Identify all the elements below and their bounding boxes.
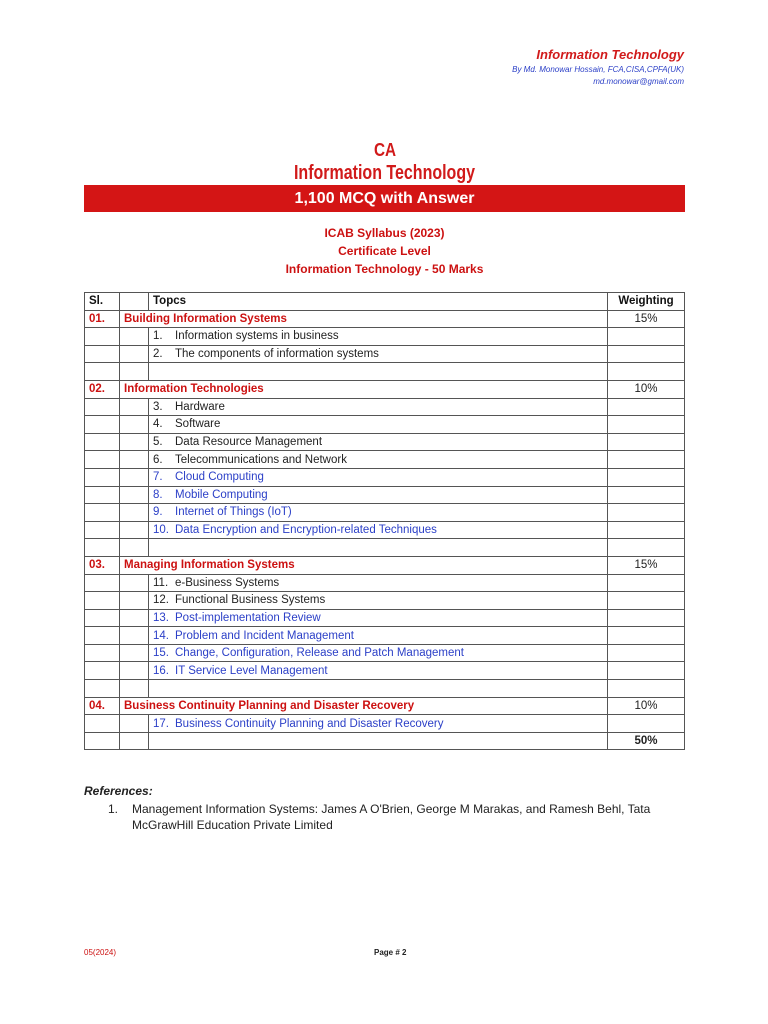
section-row	[85, 310, 685, 328]
topic-number: 3.	[153, 400, 163, 413]
title-line-ca: CA	[373, 140, 396, 160]
sl-cell-empty	[85, 345, 120, 363]
spacer-row	[85, 680, 685, 698]
gap-cell	[120, 363, 149, 381]
reference-number: 1.	[108, 802, 119, 816]
topic-number: 11.	[153, 576, 169, 589]
gap-cell	[120, 592, 149, 610]
weight-cell-empty	[608, 486, 685, 504]
topic-text: Software	[175, 418, 221, 431]
topic-cell-empty	[149, 732, 608, 750]
weight-cell-empty	[608, 328, 685, 346]
table-row	[85, 627, 685, 645]
section-weight: 15%	[608, 310, 685, 328]
topic-cell-empty	[149, 363, 608, 381]
syllabus-line-3: Information Technology - 50 Marks	[285, 262, 484, 276]
table-row	[85, 644, 685, 662]
topic-cell	[149, 345, 608, 363]
spacer-row	[85, 732, 685, 750]
gap-cell	[120, 504, 149, 522]
weight-cell-empty	[608, 345, 685, 363]
references-section	[84, 783, 685, 833]
header-gap	[120, 293, 149, 311]
total-weight: 50%	[608, 732, 685, 750]
sl-cell-empty	[85, 644, 120, 662]
sl-cell-empty	[85, 627, 120, 645]
topic-text: Information systems in business	[175, 330, 339, 343]
sl-cell-empty	[85, 468, 120, 486]
weight-cell-empty	[608, 539, 685, 557]
topic-cell	[149, 328, 608, 346]
table-row	[85, 486, 685, 504]
sl-cell-empty	[85, 504, 120, 522]
gap-cell	[120, 468, 149, 486]
topic-text: Hardware	[175, 400, 225, 413]
section-number: 02.	[85, 380, 120, 398]
topic-number: 10.	[153, 524, 169, 537]
weight-cell-empty	[608, 662, 685, 680]
topic-cell	[149, 504, 608, 522]
topic-number: 7.	[153, 471, 163, 484]
weight-cell-empty	[608, 574, 685, 592]
section-number: 03.	[85, 556, 120, 574]
topic-text: Telecommunications and Network	[175, 453, 347, 466]
weight-cell-empty	[608, 363, 685, 381]
gap-cell	[120, 539, 149, 557]
header-topics: Topcs	[149, 293, 608, 311]
syllabus-line-1: ICAB Syllabus (2023)	[324, 226, 445, 240]
gap-cell	[120, 521, 149, 539]
table-row	[85, 345, 685, 363]
gap-cell	[120, 662, 149, 680]
weight-cell-empty	[608, 644, 685, 662]
sl-cell-empty	[85, 363, 120, 381]
gap-cell	[120, 644, 149, 662]
gap-cell	[120, 732, 149, 750]
topic-number: 17.	[153, 717, 169, 730]
table-row	[85, 451, 685, 469]
reference-text: Management Information Systems: James A O'Brien, George M Marakas, and Ramesh Behl, Tata McGrawHill Education Private Limited	[132, 802, 651, 832]
sl-cell-empty	[85, 715, 120, 733]
section-weight: 10%	[608, 380, 685, 398]
gap-cell	[120, 574, 149, 592]
sl-cell-empty	[85, 451, 120, 469]
footer-page-number: Page # 2	[374, 948, 407, 957]
table-row	[85, 328, 685, 346]
header-sl: Sl.	[85, 293, 120, 311]
topic-cell	[149, 609, 608, 627]
sl-cell-empty	[85, 398, 120, 416]
spacer-row	[85, 539, 685, 557]
topic-text: Change, Configuration, Release and Patch Management	[175, 647, 464, 660]
topic-cell	[149, 715, 608, 733]
weight-cell-empty	[608, 416, 685, 434]
topic-text: Data Encryption and Encryption-related Techniques	[175, 524, 437, 537]
sl-cell-empty	[85, 433, 120, 451]
weight-cell-empty	[608, 468, 685, 486]
topic-cell	[149, 521, 608, 539]
topic-number: 13.	[153, 611, 169, 624]
gap-cell	[120, 416, 149, 434]
topic-text: The components of information systems	[175, 348, 379, 361]
topic-cell	[149, 486, 608, 504]
table-row	[85, 433, 685, 451]
section-number: 01.	[85, 310, 120, 328]
topic-cell	[149, 592, 608, 610]
topic-cell	[149, 574, 608, 592]
topics-table	[84, 292, 685, 750]
table-row	[85, 468, 685, 486]
header-weighting: Weighting	[608, 293, 685, 311]
topic-number: 8.	[153, 488, 163, 501]
topic-cell	[149, 398, 608, 416]
topic-cell	[149, 451, 608, 469]
sl-cell-empty	[85, 662, 120, 680]
weight-cell-empty	[608, 433, 685, 451]
topic-text: Internet of Things (IoT)	[175, 506, 292, 519]
table-row	[85, 398, 685, 416]
gap-cell	[120, 486, 149, 504]
section-weight: 10%	[608, 697, 685, 715]
topic-number: 2.	[153, 348, 163, 361]
topic-number: 6.	[153, 453, 163, 466]
gap-cell	[120, 345, 149, 363]
sl-cell-empty	[85, 328, 120, 346]
gap-cell	[120, 328, 149, 346]
sl-cell-empty	[85, 521, 120, 539]
weight-cell-empty	[608, 715, 685, 733]
section-row	[85, 380, 685, 398]
sl-cell-empty	[85, 416, 120, 434]
section-title: Building Information Systems	[120, 310, 608, 328]
section-title: Information Technologies	[120, 380, 608, 398]
weight-cell-empty	[608, 609, 685, 627]
topic-text: Functional Business Systems	[175, 594, 326, 607]
section-weight: 15%	[608, 556, 685, 574]
syllabus-block	[84, 224, 685, 278]
sl-cell-empty	[85, 539, 120, 557]
topic-cell-empty	[149, 539, 608, 557]
references-heading: References:	[84, 784, 153, 798]
topic-text: IT Service Level Management	[175, 664, 328, 677]
topic-cell	[149, 644, 608, 662]
topic-text: e-Business Systems	[175, 576, 280, 589]
table-row	[85, 715, 685, 733]
topic-number: 14.	[153, 629, 169, 642]
sl-cell-empty	[85, 680, 120, 698]
topic-cell	[149, 627, 608, 645]
gap-cell	[120, 627, 149, 645]
table-row	[85, 416, 685, 434]
weight-cell-empty	[608, 592, 685, 610]
topic-cell-empty	[149, 680, 608, 698]
weight-cell-empty	[608, 521, 685, 539]
table-row	[85, 662, 685, 680]
table-row	[85, 521, 685, 539]
title-banner: 1,100 MCQ with Answer	[84, 185, 685, 212]
topic-number: 5.	[153, 436, 163, 449]
table-header-row	[85, 293, 685, 311]
section-number: 04.	[85, 697, 120, 715]
topic-number: 16.	[153, 664, 169, 677]
weight-cell-empty	[608, 451, 685, 469]
table-row	[85, 609, 685, 627]
sl-cell-empty	[85, 592, 120, 610]
table-row	[85, 592, 685, 610]
topic-text: Mobile Computing	[175, 488, 268, 501]
topic-cell	[149, 662, 608, 680]
topic-number: 12.	[153, 594, 169, 607]
section-title: Managing Information Systems	[120, 556, 608, 574]
topic-text: Data Resource Management	[175, 436, 323, 449]
section-row	[85, 697, 685, 715]
topic-number: 15.	[153, 647, 169, 660]
topic-text: Problem and Incident Management	[175, 629, 354, 642]
topic-text: Business Continuity Planning and Disaster Recovery	[175, 717, 444, 730]
spacer-row	[85, 363, 685, 381]
gap-cell	[120, 609, 149, 627]
table-row	[85, 504, 685, 522]
topic-cell	[149, 468, 608, 486]
topic-number: 1.	[153, 330, 163, 343]
topic-cell	[149, 416, 608, 434]
weight-cell-empty	[608, 504, 685, 522]
section-title: Business Continuity Planning and Disaster Recovery	[120, 697, 608, 715]
title-line-it: Information Technology	[293, 162, 476, 184]
syllabus-line-2: Certificate Level	[338, 244, 431, 258]
document-title	[84, 140, 685, 185]
sl-cell-empty	[85, 732, 120, 750]
section-row	[85, 556, 685, 574]
page-header	[512, 46, 684, 88]
header-title: Information Technology	[536, 47, 684, 62]
table-row	[85, 574, 685, 592]
weight-cell-empty	[608, 627, 685, 645]
reference-item	[84, 801, 685, 833]
gap-cell	[120, 715, 149, 733]
sl-cell-empty	[85, 486, 120, 504]
gap-cell	[120, 451, 149, 469]
gap-cell	[120, 433, 149, 451]
header-email: md.monowar@gmail.com	[593, 77, 684, 86]
topic-cell	[149, 433, 608, 451]
weight-cell-empty	[608, 398, 685, 416]
footer-date: 05(2024)	[84, 948, 117, 957]
gap-cell	[120, 398, 149, 416]
topic-number: 4.	[153, 418, 163, 431]
topic-text: Post-implementation Review	[175, 611, 321, 624]
topic-number: 9.	[153, 506, 163, 519]
header-author: By Md. Monowar Hossain, FCA,CISA,CPFA(UK)	[512, 65, 684, 74]
gap-cell	[120, 680, 149, 698]
sl-cell-empty	[85, 574, 120, 592]
topic-text: Cloud Computing	[175, 471, 264, 484]
sl-cell-empty	[85, 609, 120, 627]
table-body	[85, 310, 685, 750]
weight-cell-empty	[608, 680, 685, 698]
